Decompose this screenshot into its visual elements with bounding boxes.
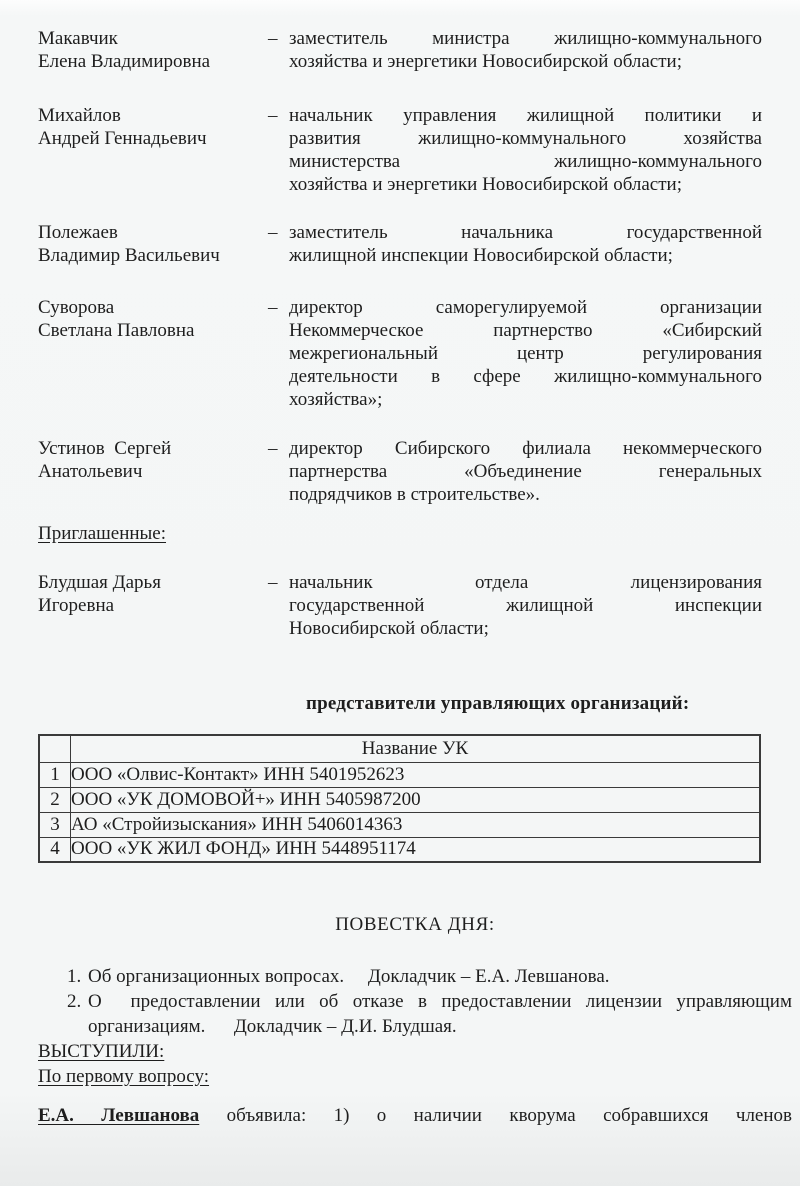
agenda-item-text: О предоставлении или об отказе в предоставлении лицензии управляющим организациям. Докладчик – Д.И. Блудшая. [88, 991, 792, 1037]
dash-separator: – [268, 28, 278, 49]
first-question-heading: По первому вопросу: [38, 1066, 210, 1087]
participant-row [38, 571, 762, 640]
row-number-cell: 3 [39, 812, 71, 837]
row-number-cell: 1 [39, 762, 71, 787]
agenda-item-number: 2. [67, 991, 82, 1012]
participant-position: начальник управления жилищной политики и развития жилищно-коммунального хозяйства министерства жилищно-коммунального хозяйства и энергетики Новосибирской области; [289, 105, 762, 195]
agenda-item-text: Об организационных вопросах. Докладчик – Е.А. Левшанова. [88, 966, 610, 987]
table-row [39, 812, 760, 837]
participant-name: Михайлов Андрей Геннадьевич [38, 105, 207, 149]
invited-list [38, 571, 762, 640]
representatives-heading: представители управляющих организаций: [306, 693, 690, 714]
table-header-row [39, 735, 760, 762]
company-name-cell: ООО «Олвис-Контакт» ИНН 5401952623 [71, 762, 761, 787]
row-number-cell: 4 [39, 837, 71, 862]
dash-separator: – [268, 438, 278, 459]
row-number-cell: 2 [39, 787, 71, 812]
agenda-item [38, 964, 792, 989]
management-companies-table [38, 734, 761, 863]
table-row [39, 787, 760, 812]
dash-separator: – [268, 572, 278, 593]
dash-separator: – [268, 297, 278, 318]
table-header-number-cell [39, 735, 71, 762]
participant-name: Блудшая Дарья Игоревна [38, 572, 161, 616]
agenda-list [38, 964, 792, 1039]
participant-name: Макавчик Елена Владимировна [38, 28, 211, 72]
participant-row [38, 104, 762, 196]
participant-row [38, 296, 762, 411]
participant-position: начальник отдела лицензирования государственной жилищной инспекции Новосибирской области; [289, 572, 762, 639]
table-header-name-cell: Название УК [71, 735, 761, 762]
spoke-heading: ВЫСТУПИЛИ: [38, 1041, 165, 1062]
agenda-title: ПОВЕСТКА ДНЯ: [335, 914, 495, 935]
participant-position: директор саморегулируемой организации Некоммерческое партнерство «Сибирский межрегиональный центр регулирования деятельности в сфере жилищно-коммунального хозяйства»; [289, 297, 762, 410]
participant-name: Суворова Светлана Павловна [38, 297, 195, 341]
table-row [39, 837, 760, 862]
agenda-item [38, 989, 792, 1039]
company-name-cell: ООО «УК ЖИЛ ФОНД» ИНН 5448951174 [71, 837, 761, 862]
participant-position: директор Сибирского филиала некоммерческого партнерства «Объединение генеральных подрядчиков в строительстве». [289, 438, 762, 505]
participant-row [38, 437, 762, 506]
statement-paragraph [38, 1104, 792, 1127]
participant-name: Полежаев Владимир Васильевич [38, 222, 220, 266]
company-name-cell: АО «Стройизыскания» ИНН 5406014363 [71, 812, 761, 837]
company-name-cell: ООО «УК ДОМОВОЙ+» ИНН 5405987200 [71, 787, 761, 812]
participant-row [38, 27, 762, 73]
participant-position: заместитель начальника государственной жилищной инспекции Новосибирской области; [289, 222, 762, 266]
participant-position: заместитель министра жилищно-коммунального хозяйства и энергетики Новосибирской области; [289, 28, 762, 72]
dash-separator: – [268, 222, 278, 243]
speaker-name: Е.А. Левшанова [38, 1105, 200, 1126]
dash-separator: – [268, 105, 278, 126]
agenda-section [38, 913, 792, 1127]
invited-heading: Приглашенные: [38, 523, 167, 544]
table-row [39, 762, 760, 787]
participant-name: Устинов Сергей Анатольевич [38, 438, 172, 482]
statement-text: объявила: 1) о наличии кворума собравшихся членов [226, 1105, 793, 1126]
agenda-item-number: 1. [67, 966, 82, 987]
participant-row [38, 221, 762, 267]
participants-list [38, 27, 762, 506]
